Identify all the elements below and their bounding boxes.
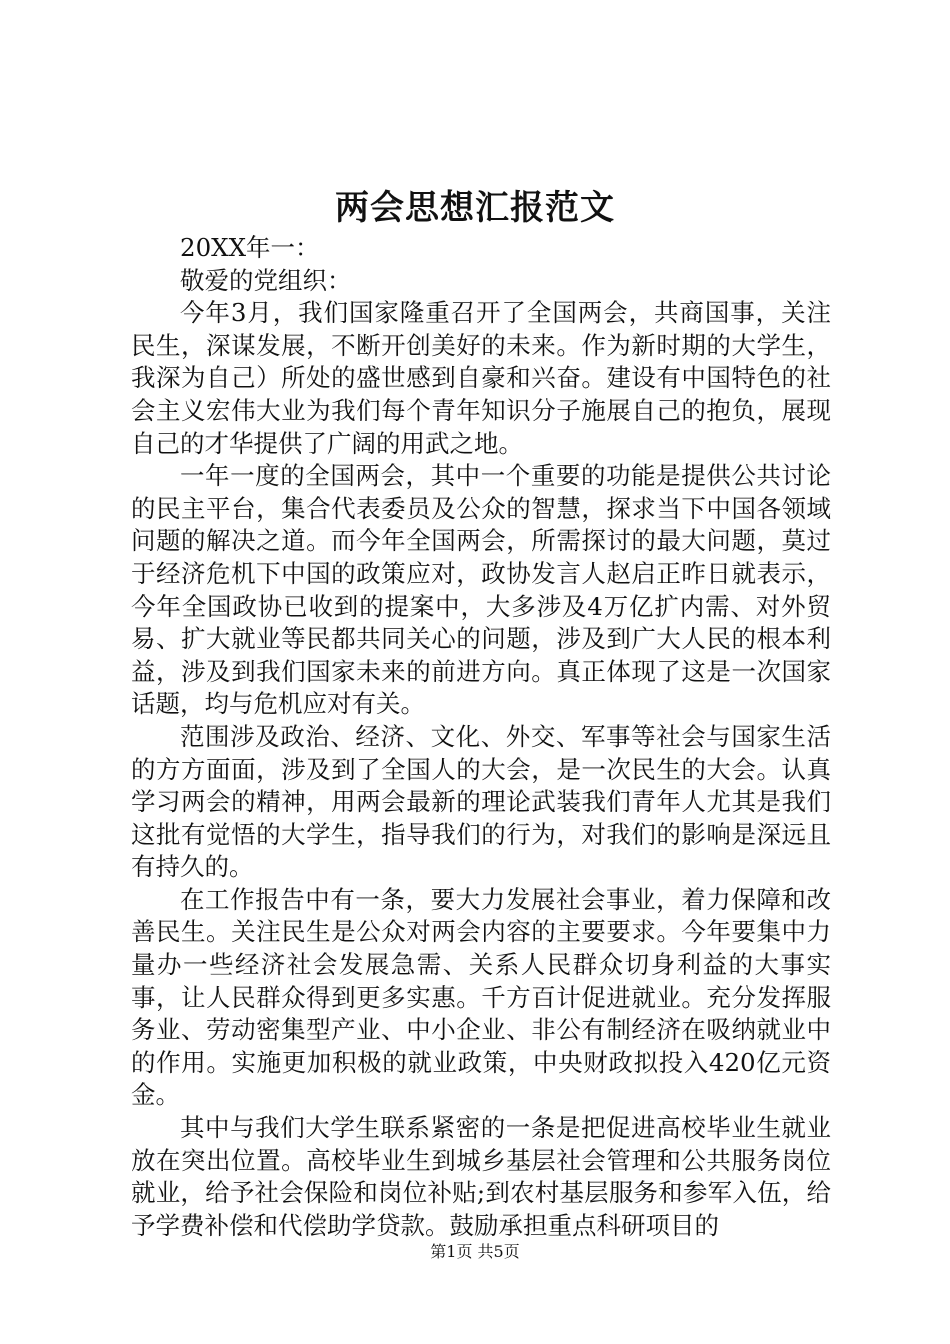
date-line: 20XX年一： xyxy=(180,233,320,262)
paragraph: 一年一度的全国两会，其中一个重要的功能是提供公共讨论的民主平台，集合代表委员及公众的智慧，探求当下中国各领域问题的解决之道。而今年全国两会，所需探讨的最大问题，莫过于经济危机下中国的政策应对，政协发言人赵启正昨日就表示，今年全国政协已收到的提案中，大多涉及4万亿扩内需、对外贸易、扩大就业等民都共同关心的问题，涉及到广大人民的根本利益，涉及到我们国家未来的前进方向。真正体现了这是一次国家话题，均与危机应对有关。 xyxy=(131,461,831,719)
paragraph: 范围涉及政治、经济、文化、外交、军事等社会与国家生活的方方面面，涉及到了全国人的大会，是一次民生的大会。认真学习两会的精神，用两会最新的理论武装我们青年人尤其是我们这批有觉悟的大学生，指导我们的行为，对我们的影响是深远且有持久的。 xyxy=(131,721,831,882)
paragraph: 其中与我们大学生联系紧密的一条是把促进高校毕业生就业放在突出位置。高校毕业生到城乡基层社会管理和公共服务岗位就业，给予社会保险和岗位补贴;到农村基层服务和参军入伍，给予学费补偿和代偿助学贷款。鼓励承担重点科研项目的 xyxy=(131,1113,831,1240)
paragraph: 今年3月，我们国家隆重召开了全国两会，共商国事，关注民生，深谋发展，不断开创美好的未来。作为新时期的大学生，我深为自己）所处的盛世感到自豪和兴奋。建设有中国特色的社会主义宏伟大业为我们每个青年知识分子施展自己的抱负，展现自己的才华提供了广阔的用武之地。 xyxy=(131,298,831,458)
salutation: 敬爱的党组织： xyxy=(180,265,352,295)
document-body xyxy=(131,232,831,1242)
page-footer: 第1页 共5页 xyxy=(430,1242,520,1261)
paragraph: 在工作报告中有一条，要大力发展社会事业，着力保障和改善民生。关注民生是公众对两会内容的主要要求。今年要集中力量办一些经济社会发展急需、关系人民群众切身利益的大事实事，让人民群众得到更多实惠。千方百计促进就业。充分发挥服务业、劳动密集型产业、中小企业、非公有制经济在吸纳就业中的作用。实施更加积极的就业政策，中央财政拟投入420亿元资金。 xyxy=(131,884,831,1110)
document-title: 两会思想汇报范文 xyxy=(335,188,615,228)
